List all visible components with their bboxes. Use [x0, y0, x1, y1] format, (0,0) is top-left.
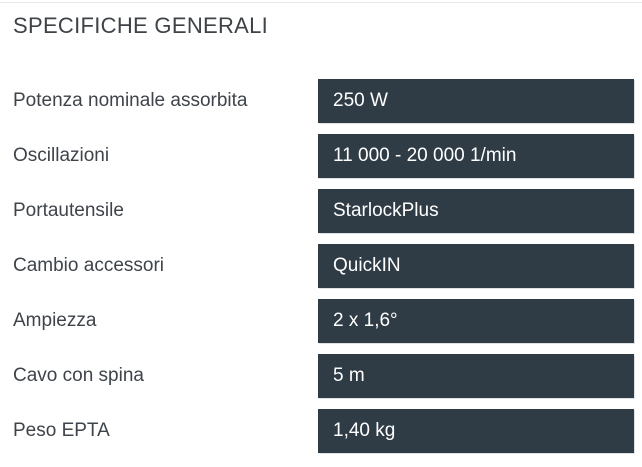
- top-divider: [0, 2, 642, 3]
- spec-value-box: [318, 189, 634, 233]
- spec-value: 2 x 1,6°: [333, 310, 398, 331]
- spec-row: [0, 79, 642, 123]
- spec-label: Ampiezza: [13, 310, 97, 331]
- page-title: SPECIFICHE GENERALI: [13, 13, 269, 38]
- spec-label: Peso EPTA: [13, 420, 110, 441]
- spec-label: Potenza nominale assorbita: [13, 90, 248, 111]
- spec-row: [0, 134, 642, 178]
- spec-value: QuickIN: [333, 255, 401, 276]
- spec-row: [0, 189, 642, 233]
- spec-label: Portautensile: [13, 200, 124, 221]
- spec-value-box: [318, 244, 634, 288]
- spec-value: StarlockPlus: [333, 200, 439, 221]
- spec-value-box: [318, 79, 634, 123]
- spec-label: Oscillazioni: [13, 145, 110, 166]
- spec-row: [0, 299, 642, 343]
- spec-value: 11 000 - 20 000 1/min: [333, 145, 517, 166]
- spec-row: [0, 354, 642, 398]
- spec-value-box: [318, 134, 634, 178]
- spec-value: 250 W: [333, 90, 388, 111]
- spec-label: Cambio accessori: [13, 255, 164, 276]
- spec-value-box: [318, 299, 634, 343]
- spec-value-box: [318, 354, 634, 398]
- spec-row: [0, 409, 642, 453]
- spec-value-box: [318, 409, 634, 453]
- spec-row: [0, 244, 642, 288]
- spec-value: 5 m: [333, 365, 365, 386]
- spec-table: [0, 79, 642, 464]
- spec-label: Cavo con spina: [13, 365, 144, 386]
- spec-value: 1,40 kg: [333, 420, 396, 441]
